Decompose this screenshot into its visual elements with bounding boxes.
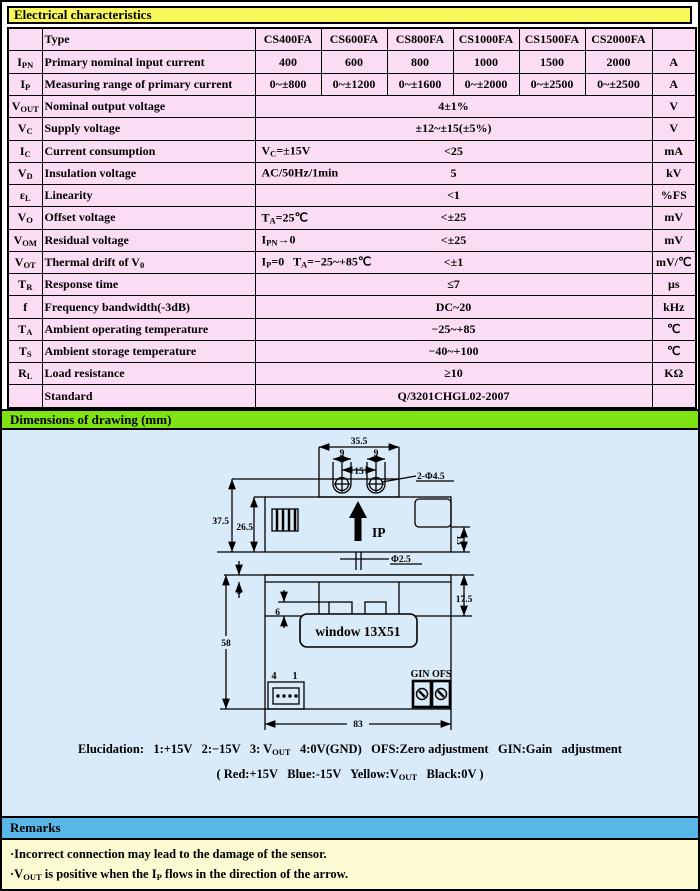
value-cell: 0~±1200: [321, 73, 387, 95]
symbol-cell: $V_{OT}$: [8, 251, 42, 273]
dimension-drawing: [2, 430, 700, 732]
dim-83-label: 83: [353, 720, 363, 730]
table-row: [8, 95, 696, 117]
value-text: <1: [447, 188, 460, 203]
table-row: [8, 363, 696, 385]
value-text: <25: [444, 143, 463, 158]
value-text: ±12~±15(±5%): [415, 121, 492, 136]
symbol-cell: $V_C$: [8, 118, 42, 140]
parameter-cell: Residual voltage: [42, 229, 255, 251]
dim-35-5-label: 35.5: [350, 437, 368, 447]
condition-text: $T_A=25℃$: [261, 210, 308, 226]
ip-label: IP: [372, 525, 386, 540]
dim-26-5-label: 26.5: [236, 523, 253, 533]
value-cell: 0~±2500: [519, 73, 585, 95]
unit-cell: mV: [652, 207, 696, 229]
symbol-cell: $\varepsilon_L$: [8, 185, 42, 207]
merged-value-cell: [255, 340, 652, 362]
unit-cell: %FS: [652, 185, 696, 207]
parameter-cell: Current consumption: [42, 140, 255, 162]
value-text: ≥10: [444, 366, 463, 381]
dimensions-banner: [2, 409, 698, 430]
model-cell: CS600FA: [321, 28, 387, 51]
dim-13-label: 13: [454, 535, 464, 545]
symbol-cell: [8, 385, 42, 408]
condition-value-cell: [255, 162, 652, 184]
parameter-cell: Insulation voltage: [42, 162, 255, 184]
symbol-cell: [8, 28, 42, 51]
pin-4-label: 4: [271, 671, 277, 682]
value-text: <±25: [440, 232, 467, 247]
symbol-cell: $I_{PN}$: [8, 51, 42, 73]
holes-label: 2-Φ4.5: [417, 472, 445, 482]
value-cell: 800: [387, 51, 453, 73]
table-row: [8, 385, 696, 408]
unit-cell: KΩ: [652, 363, 696, 385]
parameter-cell: Nominal output voltage: [42, 95, 255, 117]
condition-value-cell: [255, 229, 652, 251]
table-row: [8, 51, 696, 73]
value-text: ≤7: [447, 277, 460, 292]
dim-37-5-label: 37.5: [212, 517, 229, 527]
unit-cell: kHz: [652, 296, 696, 318]
value-text: 5: [450, 165, 457, 180]
condition-text: AC/50Hz/1min: [261, 165, 339, 180]
dim-15-label: 15: [354, 467, 364, 477]
gin-ofs-label: GIN OFS: [410, 669, 452, 680]
table-row: [8, 185, 696, 207]
symbol-cell: $I_C$: [8, 140, 42, 162]
remarks-body: [2, 840, 698, 889]
value-cell: 0~±800: [255, 73, 321, 95]
table-row: [8, 296, 696, 318]
symbol-cell: $I_P$: [8, 73, 42, 95]
electrical-characteristics-banner: [7, 6, 692, 24]
value-text: DC~20: [435, 299, 472, 314]
symbol-cell: $V_O$: [8, 207, 42, 229]
parameter-cell: Load resistance: [42, 363, 255, 385]
parameter-cell: Primary nominal input current: [42, 51, 255, 73]
merged-value-cell: [255, 95, 652, 117]
table-row: [8, 162, 696, 184]
parameter-cell: Supply voltage: [42, 118, 255, 140]
parameter-cell: Frequency bandwidth(-3dB): [42, 296, 255, 318]
dim-9-left-label: 9: [339, 449, 345, 459]
dim-9-right-label: 9: [373, 449, 379, 459]
merged-value-cell: [255, 296, 652, 318]
table-row: [8, 274, 696, 296]
value-cell: 400: [255, 51, 321, 73]
parameter-cell: Response time: [42, 274, 255, 296]
condition-value-cell: [255, 251, 652, 273]
table-row: [8, 118, 696, 140]
dim-6-label: 6: [275, 608, 280, 618]
symbol-cell: $T_S$: [8, 340, 42, 362]
unit-cell: mV/℃: [652, 251, 696, 273]
dimension-drawing-section: [2, 430, 698, 818]
body-boss: [415, 499, 451, 527]
unit-cell: [652, 28, 696, 51]
parameter-cell: Standard: [42, 385, 255, 408]
symbol-cell: $V_D$: [8, 162, 42, 184]
model-cell: CS2000FA: [585, 28, 652, 51]
pin-1-label: 1: [292, 671, 298, 682]
merged-value-cell: [255, 385, 652, 408]
dim-58-label: 58: [221, 639, 231, 649]
table-row: [8, 140, 696, 162]
model-cell: CS400FA: [255, 28, 321, 51]
parameter-cell: Measuring range of primary current: [42, 73, 255, 95]
bottom-view: [216, 561, 474, 730]
unit-cell: [652, 385, 696, 408]
table-row: [8, 207, 696, 229]
remarks-banner: [2, 818, 698, 840]
table-row: [8, 28, 696, 51]
elucidation-line-1: Elucidation: 1:+15V 2:−15V 3: $V_{OUT}$ 4:0V(GND) OFS:Zero adjustment GIN:Gain adjustment: [78, 742, 622, 757]
parameter-cell: Ambient storage temperature: [42, 340, 255, 362]
merged-value-cell: [255, 274, 652, 296]
value-cell: 0~±2500: [585, 73, 652, 95]
condition-value-cell: [255, 207, 652, 229]
model-cell: CS1000FA: [453, 28, 519, 51]
symbol-cell: $T_A$: [8, 318, 42, 340]
model-cell: CS800FA: [387, 28, 453, 51]
value-text: Q/3201CHGL02-2007: [397, 388, 510, 403]
section-title: Electrical characteristics: [14, 7, 152, 22]
value-cell: 1500: [519, 51, 585, 73]
unit-cell: A: [652, 51, 696, 73]
parameter-cell: Type: [42, 28, 255, 51]
value-cell: 1000: [453, 51, 519, 73]
unit-cell: mA: [652, 140, 696, 162]
symbol-cell: $T_R$: [8, 274, 42, 296]
value-cell: 600: [321, 51, 387, 73]
unit-cell: ℃: [652, 318, 696, 340]
value-text: <±25: [440, 210, 467, 225]
dim-17-5-label: 17.5: [455, 595, 473, 605]
value-text: −25~+85: [431, 321, 476, 336]
condition-text: $I_P=0$ $T_A=-25\sim+85℃$: [261, 254, 372, 270]
condition-value-cell: [255, 140, 652, 162]
value-text: <±1: [443, 254, 464, 269]
remark-line-2: $\cdot V_{OUT}$ is positive when the $I_P$ flows in the direction of the arrow.: [10, 867, 349, 882]
table-row: [8, 251, 696, 273]
table-row: [8, 229, 696, 251]
pin-diameter-label: Φ2.5: [391, 555, 411, 565]
condition-text: $V_C=\pm 15V$: [261, 143, 311, 159]
unit-cell: mV: [652, 229, 696, 251]
symbol-cell: $V_{OUT}$: [8, 95, 42, 117]
value-cell: 0~±1600: [387, 73, 453, 95]
dim-3-label: 3: [236, 587, 242, 597]
unit-cell: ℃: [652, 340, 696, 362]
merged-value-cell: [255, 185, 652, 207]
merged-value-cell: [255, 318, 652, 340]
unit-cell: kV: [652, 162, 696, 184]
table-row: [8, 318, 696, 340]
unit-cell: A: [652, 73, 696, 95]
section-title: Dimensions of drawing (mm): [10, 412, 172, 427]
remark-line-1: ·Incorrect connection may lead to the damage of the sensor.: [10, 847, 327, 861]
elucidation-line-2: ( Red:+15V Blue:-15V $Yellow:V_{OUT}$ Black:0V ): [216, 767, 484, 782]
value-cell: 2000: [585, 51, 652, 73]
merged-value-cell: [255, 118, 652, 140]
symbol-cell: $V_{OM}$: [8, 229, 42, 251]
value-cell: 0~±2000: [453, 73, 519, 95]
table-row: [8, 340, 696, 362]
parameter-cell: Ambient operating temperature: [42, 318, 255, 340]
model-cell: CS1500FA: [519, 28, 585, 51]
value-text: −40~+100: [428, 344, 479, 359]
unit-cell: V: [652, 95, 696, 117]
unit-cell: V: [652, 118, 696, 140]
window-label: window 13X51: [315, 624, 401, 639]
ip-arrow-head: [349, 501, 367, 518]
merged-value-cell: [255, 363, 652, 385]
parameter-cell: Linearity: [42, 185, 255, 207]
symbol-cell: f: [8, 296, 42, 318]
parameter-cell: Offset voltage: [42, 207, 255, 229]
section-title: Remarks: [10, 820, 61, 835]
characteristics-table: [7, 27, 697, 409]
condition-text: $I_{PN}\to 0$: [261, 232, 296, 248]
top-view: [217, 447, 470, 570]
parameter-cell: Thermal drift of $V_0$: [42, 251, 255, 273]
unit-cell: µs: [652, 274, 696, 296]
symbol-cell: $R_L$: [8, 363, 42, 385]
table-row: [8, 73, 696, 95]
value-text: 4±1%: [438, 99, 469, 114]
